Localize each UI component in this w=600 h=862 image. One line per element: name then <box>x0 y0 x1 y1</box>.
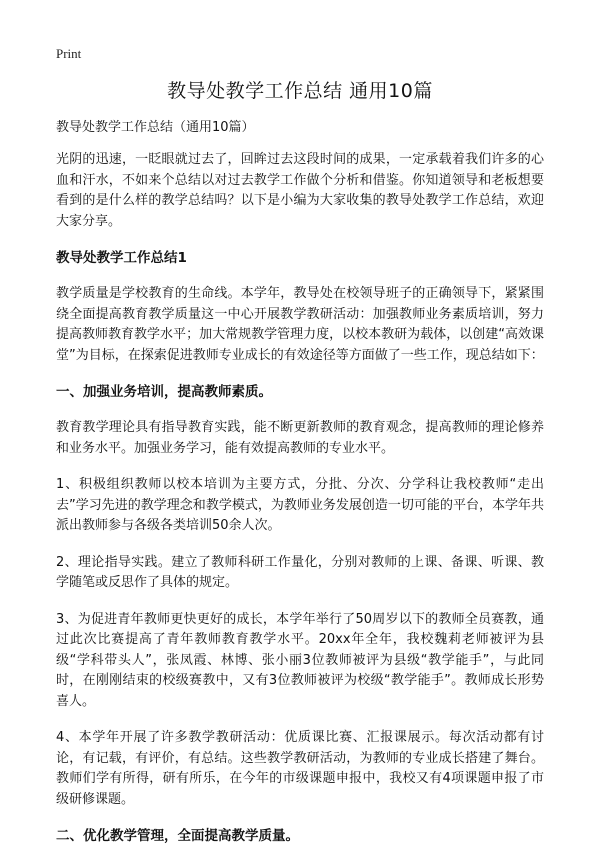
document-body <box>56 78 544 862</box>
section-heading: 教导处教学工作总结1 <box>56 250 187 266</box>
print-link[interactable]: Print <box>56 46 82 61</box>
part1-intro-paragraph: 教育教学理论具有指导教育实践，能不断更新教师的教育观念，提高教师的理论修养和业务水平。加强业务学习，能有效提高教师的专业水平。 <box>56 420 544 456</box>
document-subtitle: 教导处教学工作总结（通用10篇） <box>56 120 255 135</box>
part1-heading: 一、加强业务培训，提高教师素质。 <box>56 384 272 400</box>
section-intro-paragraph: 教学质量是学校教育的生命线。本学年，教导处在校领导班子的正确领导下，紧紧围绕全面提高教育教学质量这一中心开展教学教研活动：加强教师业务素质培训，努力提高教师教育教学水平；加大常规教学管理力度，以校本教研为载体，以创建“高效课堂”为目标，在探索促进教师专业成长的有效途径等方面做了一些工作，现总结如下： <box>56 286 544 363</box>
intro-paragraph: 光阴的迅速，一眨眼就过去了，回眸过去这段时间的成果，一定承载着我们许多的心血和汗水，不如来个总结以对过去教学工作做个分析和借鉴。你知道领导和老板想要看到的是什么样的教学总结吗？以下是小编为大家收集的教导处教学工作总结，欢迎大家分享。 <box>56 152 544 229</box>
part1-item-4: 4、本学年开展了许多教学教研活动：优质课比赛、汇报课展示。每次活动都有讨论，有记载，有评价，有总结。这些教学教研活动，为教师的专业成长搭建了舞台。教师们学有所得，研有所乐，在今年的市级课题申报中，我校又有4项课题申报了市级研修课题。 <box>56 730 544 807</box>
part1-item-3: 3、为促进青年教师更快更好的成长，本学年举行了50周岁以下的教师全员赛教，通过此次比赛提高了青年教师教育教学水平。20xx年全年，我校魏莉老师被评为县级“学科带头人”，张凤霞、林博、张小丽3位教师被评为县级“教学能手”，与此同时，在刚刚结束的校级赛教中，又有3位教师被评为校级“教学能手”。教师成长形势喜人。 <box>56 611 544 709</box>
part2-heading: 二、优化教学管理，全面提高教学质量。 <box>56 828 299 844</box>
part1-item-1: 1、积极组织教师以校本培训为主要方式，分批、分次、分学科让我校教师“走出去”学习先进的教学理念和教学模式，为教师业务发展创造一切可能的平台，本学年共派出教师参与各级各类培训50余人次。 <box>56 477 544 533</box>
part1-item-2: 2、理论指导实践。建立了教师科研工作量化，分别对教师的上课、备课、听课、教学随笔或反思作了具体的规定。 <box>56 554 544 590</box>
document-title: 教导处教学工作总结 通用10篇 <box>167 80 433 102</box>
